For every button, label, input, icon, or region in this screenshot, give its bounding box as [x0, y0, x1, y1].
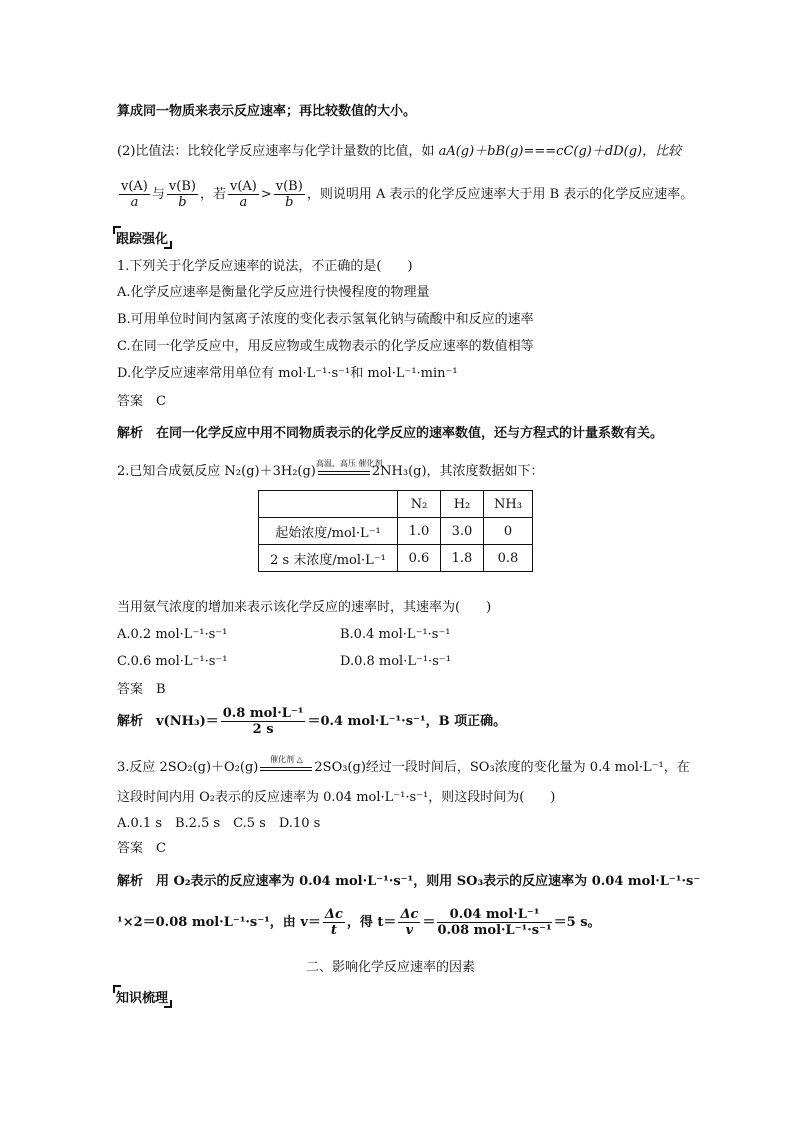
fraction-delta-c-over-v	[398, 907, 420, 938]
q3-stem	[117, 754, 690, 777]
fraction-numerator: 0.04 mol·L⁻¹	[437, 907, 551, 923]
fraction-va-over-a	[119, 179, 150, 210]
table-row	[259, 518, 533, 545]
intro-line: 算成同一物质来表示反应速率；再比较数值的大小。	[117, 104, 417, 119]
fraction-delta-c-over-t	[323, 907, 345, 938]
ratio-intro-text: (2)比值法：比较化学反应速率与化学计量数的比值，如	[117, 144, 435, 159]
table-cell: 0.8	[484, 545, 533, 572]
fraction-rate-calc	[221, 706, 306, 737]
greater-than-sign: >	[260, 187, 272, 202]
q3-exp-result: ＝5 s。	[553, 915, 601, 930]
q2-stem	[117, 458, 544, 481]
concentration-table	[258, 490, 533, 572]
table-cell: 0.6	[398, 545, 441, 572]
equals-sign: ＝	[422, 915, 436, 930]
q2-option-a: A.0.2 mol·L⁻¹·s⁻¹	[117, 627, 228, 642]
q2-option-d: D.0.8 mol·L⁻¹·s⁻¹	[340, 654, 451, 669]
table-cell: 0	[484, 518, 533, 545]
ratio-method-line	[117, 143, 681, 161]
q1-option-b: B.可用单位时间内氢离子浓度的变化表示氢氧化钠与硫酸中和反应的速率	[117, 312, 534, 327]
fraction-vb-over-b	[167, 179, 198, 210]
q3-exp-mid: ，得 t＝	[346, 915, 397, 930]
reaction-condition: 高温、高压 催化剂	[315, 458, 383, 468]
ratio-text-and: 与	[151, 187, 165, 202]
fraction-denominator: b	[178, 195, 187, 210]
table-header-cell: NH₃	[484, 491, 533, 518]
q2-reactants: 2.已知合成氨反应 N₂(g)＋3H₂(g)	[117, 464, 316, 479]
table-cell: 1.8	[441, 545, 484, 572]
section-header-knowledge: 知识梳理	[116, 987, 168, 1006]
q3-answer: 答案 C	[117, 841, 166, 856]
fraction-numerator: v(B)	[275, 179, 303, 194]
reaction-arrow	[258, 754, 314, 775]
fraction-denominator: a	[130, 195, 139, 210]
reaction-arrow	[315, 458, 383, 479]
q2-question: 当用氨气浓度的增加来表示该化学反应的速率时，其速率为( )	[117, 600, 492, 615]
q3-exp-prefix: ¹×2＝0.08 mol·L⁻¹·s⁻¹，由 v＝	[117, 915, 321, 930]
section-header-follow-up: 跟踪强化	[116, 228, 168, 247]
fraction-numerator: 0.8 mol·L⁻¹	[222, 706, 304, 721]
fraction-numerator: v(A)	[121, 179, 148, 194]
fraction-denominator: a	[239, 195, 248, 210]
fraction-numerator: v(A)	[229, 179, 257, 194]
q3-stem-line2: 这段时间内用 O₂表示的反应速率为 0.04 mol·L⁻¹·s⁻¹，则这段时间为( )	[117, 790, 556, 805]
fraction-denominator: 2 s	[252, 722, 274, 737]
q3-explanation-line1: 解析 用 O₂表示的反应速率为 0.04 mol·L⁻¹·s⁻¹，则用 SO₃表示的反应速率为 0.04 mol·L⁻¹·s⁻	[117, 874, 701, 889]
q3-options: A.0.1 s B.2.5 s C.5 s D.10 s	[117, 816, 321, 831]
table-header-cell: N₂	[398, 491, 441, 518]
fraction-numerator: Δc	[400, 907, 419, 922]
ratio-compare-line	[117, 178, 693, 212]
table-cell: 1.0	[398, 518, 441, 545]
q1-option-d: D.化学反应速率常用单位有 mol·L⁻¹·s⁻¹和 mol·L⁻¹·min⁻¹	[117, 366, 458, 381]
q2-option-c: C.0.6 mol·L⁻¹·s⁻¹	[117, 654, 228, 669]
q2-explanation	[117, 704, 506, 740]
table-row	[259, 545, 533, 572]
q3-products: 2SO₃(g)经过一段时间后，SO₃浓度的变化量为 0.4 mol·L⁻¹，在	[314, 760, 690, 775]
q2-products: 2NH₃(g)，其浓度数据如下：	[371, 464, 544, 479]
table-header-row	[259, 491, 533, 518]
q2-answer: 答案 B	[117, 682, 166, 697]
table-cell: 起始浓度/mol·L⁻¹	[259, 518, 398, 545]
q2-option-b: B.0.4 mol·L⁻¹·s⁻¹	[340, 627, 451, 642]
table-header-cell: H₂	[441, 491, 484, 518]
q1-option-c: C.在同一化学反应中，用反应物或生成物表示的化学反应速率的数值相等	[117, 339, 534, 354]
q2-exp-result: ＝0.4 mol·L⁻¹·s⁻¹，B 项正确。	[307, 714, 507, 729]
q1-option-a: A.化学反应速率是衡量化学反应进行快慢程度的物理量	[117, 285, 430, 300]
section-title-factors: 二、影响化学反应速率的因素	[306, 960, 476, 975]
q3-explanation-line2	[117, 903, 601, 943]
ratio-equation: aA(g)＋bB(g)===cC(g)＋dD(g)，比较	[438, 144, 682, 159]
table-cell: 2 s 末浓度/mol·L⁻¹	[259, 545, 398, 572]
fraction-denominator: 0.08 mol·L⁻¹·s⁻¹	[437, 923, 552, 938]
ratio-conclusion: ，则说明用 A 表示的化学反应速率大于用 B 表示的化学反应速率。	[306, 187, 694, 202]
fraction-denominator: t	[330, 923, 337, 938]
q1-answer: 答案 C	[117, 394, 166, 409]
ratio-text-if: ，若	[199, 187, 226, 202]
fraction-denominator: v	[405, 923, 414, 938]
q2-exp-prefix: 解析 v(NH₃)＝	[117, 714, 219, 729]
table-cell: 3.0	[441, 518, 484, 545]
fraction-numerator: Δc	[324, 907, 343, 922]
fraction-numerator: v(B)	[168, 179, 196, 194]
q1-stem: 1.下列关于化学反应速率的说法，不正确的是( )	[117, 259, 413, 274]
q1-explanation: 解析 在同一化学反应中用不同物质表示的化学反应的速率数值，还与方程式的计量系数有关。	[117, 426, 664, 441]
reaction-condition: 催化剂 △	[270, 754, 303, 764]
table-header-cell	[259, 491, 398, 518]
fraction-denominator: b	[285, 195, 294, 210]
fraction-time-calc	[437, 907, 551, 938]
fraction-vb-over-b	[274, 179, 305, 210]
fraction-va-over-a	[228, 179, 259, 210]
q3-reactants: 3.反应 2SO₂(g)＋O₂(g)	[117, 760, 259, 775]
